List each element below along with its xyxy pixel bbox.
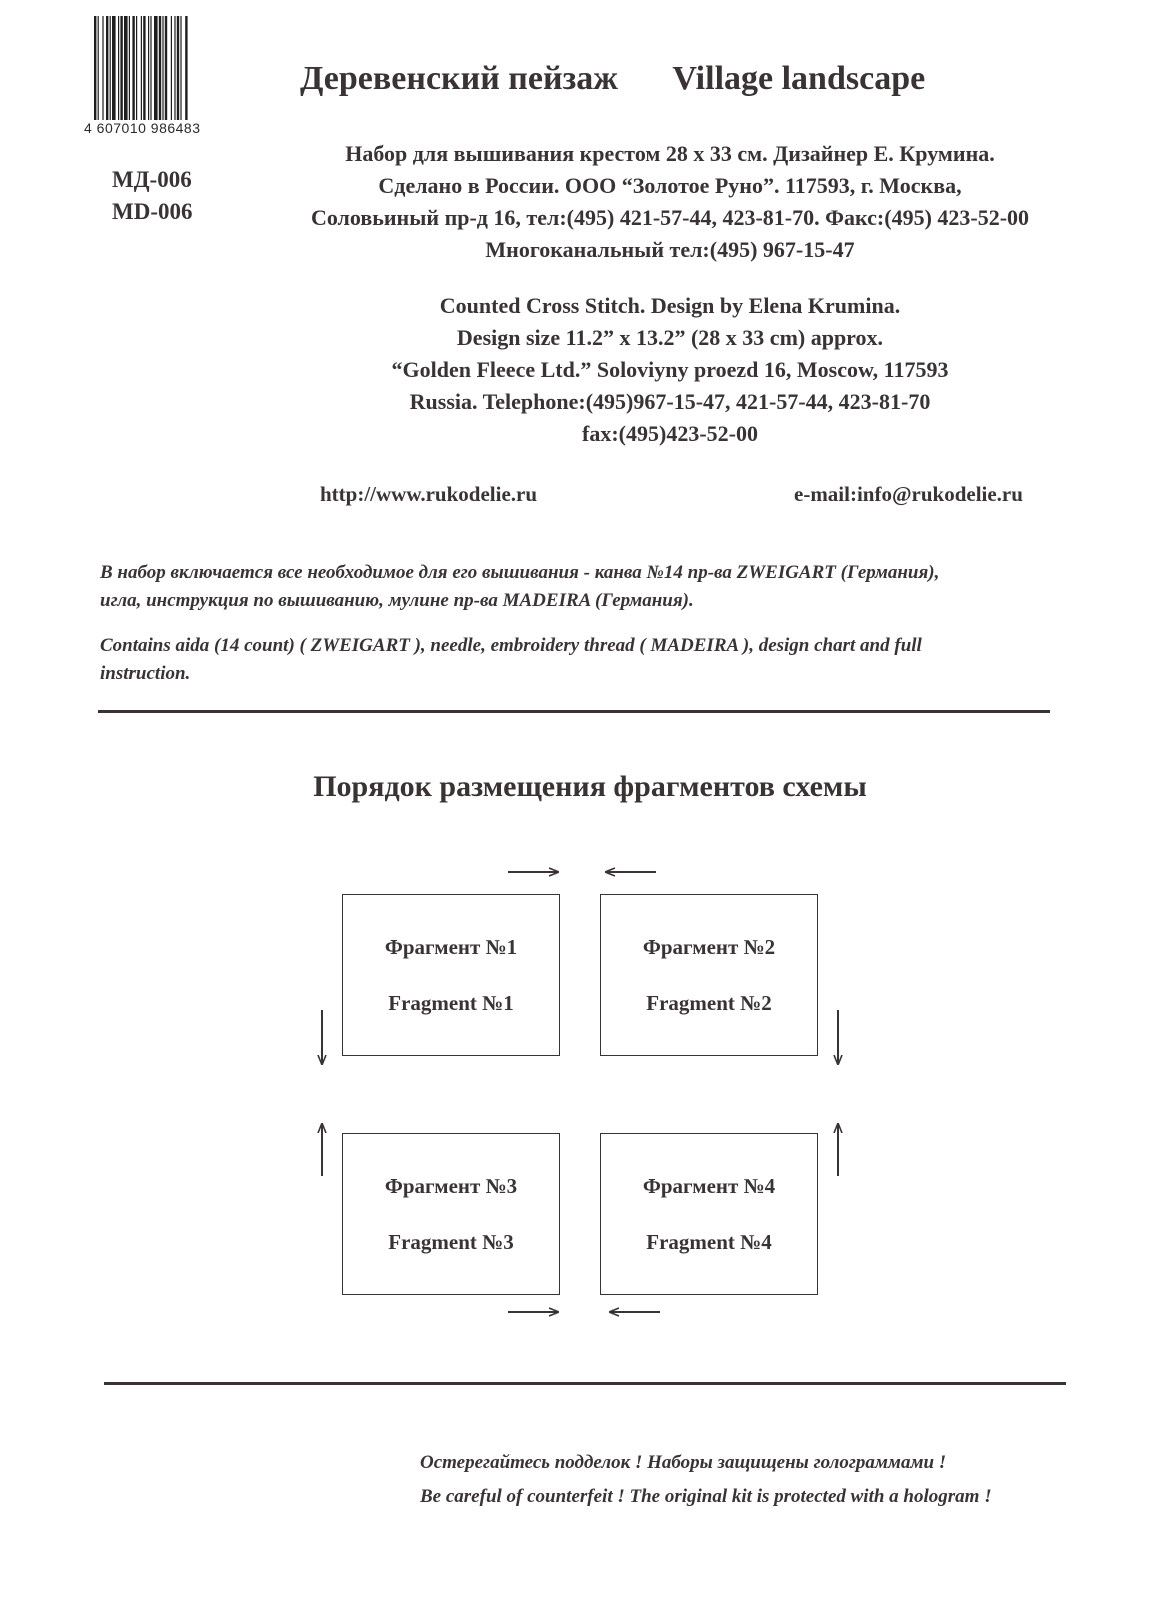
en-info-line: Design size 11.2” x 13.2” (28 x 33 cm) approx. bbox=[456, 325, 884, 350]
en-info-line: Russia. Telephone:(495)967-15-47, 421-57-44, 423-81-70 bbox=[409, 389, 931, 414]
title-russian: Деревенский пейзаж bbox=[300, 60, 618, 97]
fragment-label-ru: Фрагмент №3 bbox=[384, 1174, 518, 1198]
fragment-label-ru: Фрагмент №1 bbox=[384, 935, 518, 959]
fragment-box-2 bbox=[600, 894, 818, 1056]
barcode-digits: 4 607010 986483 bbox=[84, 120, 201, 136]
ru-info-line: Сделано в России. ООО “Золотое Руно”. 117593, г. Москва, bbox=[378, 173, 962, 198]
fragment-label-ru: Фрагмент №2 bbox=[642, 935, 776, 959]
contents-line: instruction. bbox=[100, 663, 191, 684]
fragment-label-en: Fragment №3 bbox=[388, 1230, 514, 1254]
ru-info-line: Соловьиный пр-д 16, тел:(495) 421-57-44, 423-81-70. Факс:(495) 423-52-00 bbox=[310, 205, 1030, 230]
ru-info-line: Многоканальный тел:(495) 967-15-47 bbox=[485, 237, 855, 262]
email-address: e-mail:info@rukodelie.ru bbox=[794, 482, 1023, 506]
fragment-box-3 bbox=[342, 1133, 560, 1295]
en-info-line: Counted Cross Stitch. Design by Elena Krumina. bbox=[439, 293, 901, 318]
contents-line: игла, инструкция по вышиванию, мулине пр-ва MADEIRA (Германия). bbox=[100, 590, 694, 611]
fragment-label-ru: Фрагмент №4 bbox=[642, 1174, 776, 1198]
fragment-box-4 bbox=[600, 1133, 818, 1295]
fragment-label-en: Fragment №2 bbox=[646, 991, 772, 1015]
title-english: Village landscape bbox=[672, 60, 926, 97]
en-info-line: fax:(495)423-52-00 bbox=[582, 421, 758, 446]
contents-line: Contains aida (14 count) ( ZWEIGART ), needle, embroidery thread ( MADEIRA ), design chart and full bbox=[100, 635, 922, 656]
en-info-line: “Golden Fleece Ltd.” Soloviyny proezd 16, Moscow, 117593 bbox=[391, 357, 949, 382]
counterfeit-warning-russian: Остерегайтесь подделок ! Наборы защищены голограммами ! bbox=[420, 1452, 947, 1473]
fragment-label-en: Fragment №4 bbox=[646, 1230, 772, 1254]
divider-bottom bbox=[104, 1382, 1066, 1385]
ru-info-line: Набор для вышивания крестом 28 х 33 см. Дизайнер Е. Крумина. bbox=[345, 141, 995, 166]
website-url: http://www.rukodelie.ru bbox=[320, 482, 538, 506]
article-code-ru: МД-006 bbox=[112, 167, 192, 192]
contents-line: В набор включается все необходимое для его вышивания - канва №14 пр-ва ZWEIGART (Германия), bbox=[100, 562, 940, 583]
counterfeit-warning-english: Be careful of counterfeit ! The original kit is protected with a hologram ! bbox=[420, 1486, 992, 1507]
article-code-en: MD-006 bbox=[112, 199, 193, 224]
fragment-label-en: Fragment №1 bbox=[388, 991, 514, 1015]
fragment-layout-heading: Порядок размещения фрагментов схемы bbox=[313, 770, 867, 803]
fragment-box-1 bbox=[342, 894, 560, 1056]
